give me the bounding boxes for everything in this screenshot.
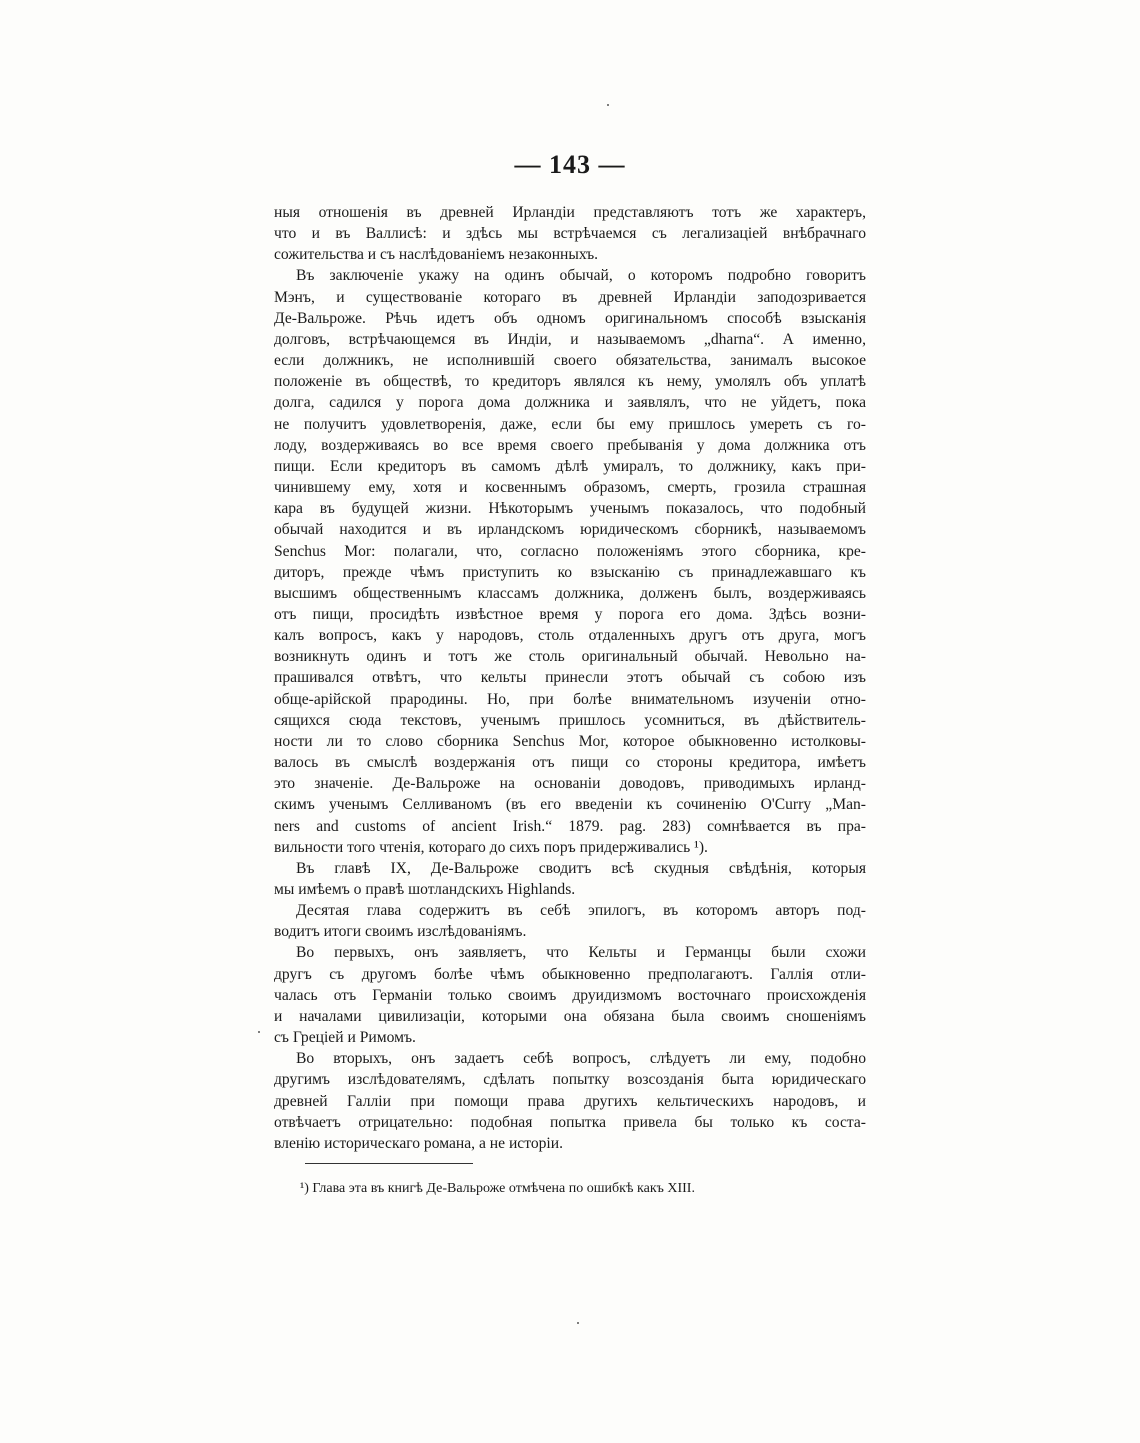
text-line: что и въ Валлисѣ: и здѣсь мы встрѣчаемся съ легализаціей внѣбрачнаго	[274, 225, 866, 243]
text-line: чинившему ему, хотя и косвеннымъ образомъ, смерть, грозила страшная	[274, 479, 866, 497]
text-line: Мэнъ, и существованіе котораго въ древней Ирландіи заподозривается	[274, 288, 866, 306]
text-line: Въ заключеніе укажу на одинъ обычай, о которомъ подробно говоритъ	[296, 267, 866, 285]
text-line: съ Греціей и Римомъ.	[274, 1029, 416, 1047]
text-line: ности ли то слово сборника Senchus Mor, которое обыкновенно истолковы-	[274, 732, 866, 750]
text-line: мы имѣемъ о правѣ шотландскихъ Highlands.	[274, 881, 576, 898]
text-line: другъ съ другомъ болѣе чѣмъ обыкновенно предполагаютъ. Галлія отли-	[274, 965, 866, 983]
text-line: возникнуть одинъ и тотъ же столь оригинальный обычай. Невольно на-	[274, 648, 866, 666]
text-line: калъ вопросъ, какъ у народовъ, столь отдаленныхъ другъ отъ друга, могъ	[274, 627, 866, 645]
paragraph	[274, 942, 866, 1048]
body-text	[274, 202, 866, 1154]
text-line: вленію историческаго романа, а не исторіи.	[274, 1134, 564, 1152]
text-line: сожительства и съ наслѣдованіемъ незаконныхъ.	[274, 246, 599, 264]
text-line: сящихся сюда текстовъ, ученымъ пришлось усомниться, въ дѣйствитель-	[274, 711, 866, 729]
text-line: Во первыхъ, онъ заявляетъ, что Кельты и Германцы были схожи	[296, 944, 866, 962]
text-line: скимъ ученымъ Селливаномъ (въ его введеніи къ сочиненію O'Curry „Man-	[274, 796, 866, 814]
text-line: долговъ, встрѣчающемся въ Индіи, и называемомъ „dharna“. А именно,	[274, 330, 866, 348]
text-line: высшимъ общественнымъ классамъ должника, долженъ былъ, воздерживаясь	[274, 584, 866, 602]
text-line: обычай находится и въ ирландскомъ юридическомъ сборникѣ, называемомъ	[274, 521, 866, 539]
scan-speck	[258, 1031, 260, 1033]
paragraph	[274, 900, 866, 942]
paragraph	[274, 265, 866, 857]
text-line: долга, садился у порога дома должника и заявлялъ, что не уйдетъ, пока	[274, 394, 866, 412]
text-line: и началами цивилизаціи, которыми она обязана была своимъ сношеніямъ	[274, 1007, 866, 1025]
text-line: не получитъ удовлетворенія, даже, если бы ему пришлось умереть съ го-	[274, 415, 866, 433]
paragraph	[274, 858, 866, 900]
paragraph	[274, 202, 866, 265]
text-line: Въ главѣ IX, Де-Вальроже сводитъ всѣ скудныя свѣдѣнія, которыя	[296, 859, 866, 877]
paragraph	[274, 1048, 866, 1154]
text-line: пищи. Если кредиторъ въ самомъ дѣлѣ умиралъ, то должнику, какъ при-	[274, 457, 866, 475]
text-line: диторъ, прежде чѣмъ приступить ко взысканію съ принадлежавшаго къ	[274, 563, 866, 581]
text-line: отъ пищи, просидѣть извѣстное время у порога его дома. Здѣсь возни-	[274, 605, 866, 623]
text-line: это значеніе. Де-Вальроже на основаніи доводовъ, приводимыхъ ирланд-	[274, 775, 866, 793]
text-line: лоду, воздерживаясь во все время своего пребыванія у дома должника отъ	[274, 436, 866, 454]
footnote: ¹) Глава эта въ книгѣ Де-Вальроже отмѣчена по ошибкѣ какъ XIII.	[300, 1181, 695, 1196]
text-line: положеніе въ обществѣ, то кредиторъ являлся къ нему, умолялъ объ уплатѣ	[274, 373, 866, 391]
text-line: валось въ смыслѣ воздержанія отъ пищи со стороны кредитора, имѣетъ	[274, 754, 866, 772]
text-line: вильности того чтенія, котораго до сихъ поръ придерживались ¹).	[274, 838, 708, 856]
text-line: Де-Вальроже. Рѣчь идетъ объ одномъ оригинальномъ способѣ взысканія	[274, 309, 866, 327]
text-line: древней Галліи при помощи права другихъ кельтическихъ народовъ, и	[274, 1092, 866, 1110]
text-line: прашивался отвѣтъ, что кельты принесли этотъ обычай съ собою изъ	[274, 669, 866, 687]
page-number: — 143 —	[514, 150, 626, 179]
text-line: ners and customs of ancient Irish.“ 1879. pag. 283) сомнѣвается въ пра-	[274, 817, 866, 835]
text-line: ныя отношенія въ древней Ирландіи представляютъ тотъ же характеръ,	[274, 204, 866, 221]
text-line: водитъ итоги своимъ изслѣдованіямъ.	[274, 923, 527, 941]
text-line: Senchus Mor: полагали, что, согласно положеніямъ этого сборника, кре-	[274, 542, 866, 560]
text-line: чалась отъ Германіи только своимъ друидизмомъ восточнаго происхожденія	[274, 986, 866, 1004]
text-line: если должникъ, не исполнившій своего обязательства, занималъ высокое	[274, 352, 866, 370]
text-line: кара въ будущей жизни. Нѣкоторымъ ученымъ показалось, что подобный	[274, 500, 866, 518]
text-line: обще-арійской прародины. Но, при болѣе внимательномъ изученіи отно-	[274, 690, 866, 708]
text-line: отвѣчаетъ отрицательно: подобная попытка привела бы только къ соста-	[274, 1113, 866, 1131]
footnote-divider	[305, 1163, 473, 1164]
text-line: Во вторыхъ, онъ задаетъ себѣ вопросъ, слѣдуетъ ли ему, подобно	[296, 1050, 866, 1068]
scan-speck	[577, 1322, 579, 1324]
scan-speck	[607, 104, 609, 106]
text-line: другимъ изслѣдователямъ, сдѣлать попытку возсозданія быта юридическаго	[274, 1071, 866, 1089]
text-line: Десятая глава содержитъ въ себѣ эпилогъ, въ которомъ авторъ под-	[296, 902, 866, 920]
